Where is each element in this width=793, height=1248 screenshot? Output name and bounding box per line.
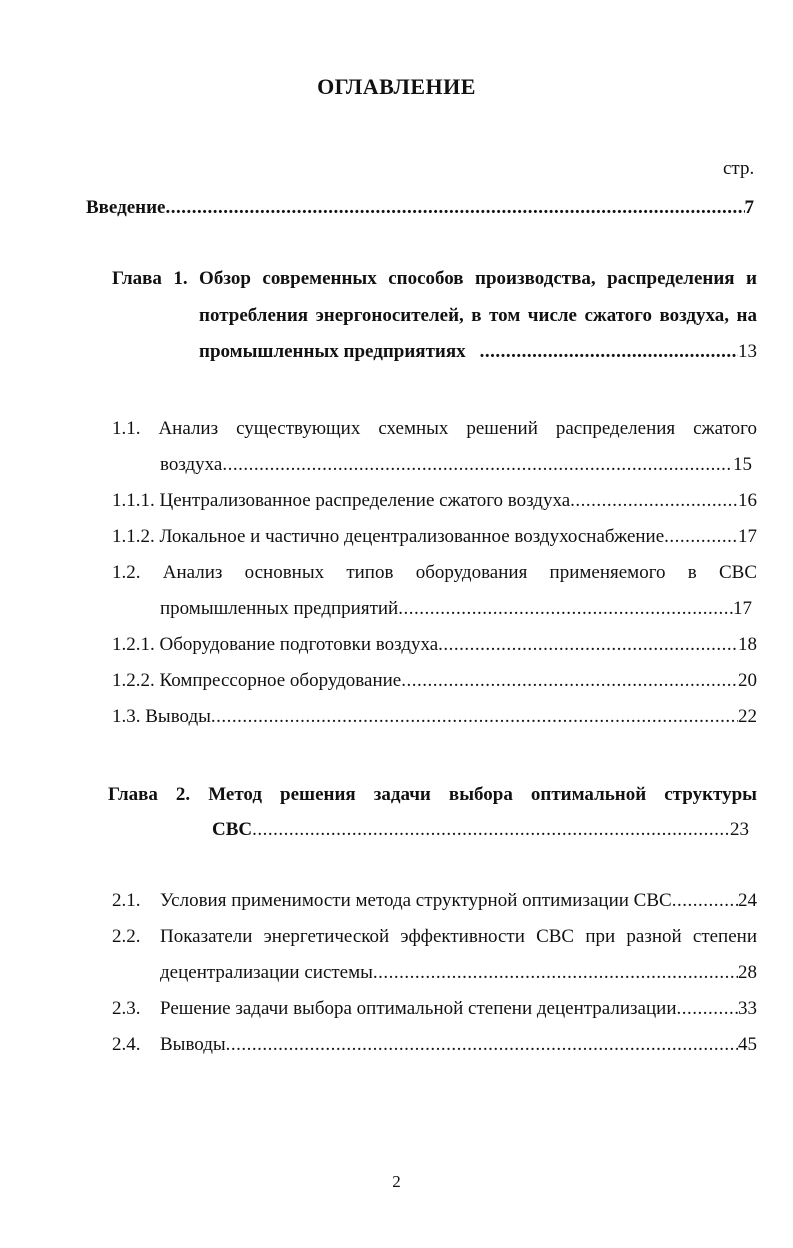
- toc-entry-intro: Введение ..... 7: [86, 197, 754, 219]
- toc-section-2-2-number: 2.2.: [112, 926, 141, 947]
- toc-chapter-2-line-2: СВС ..... 23: [212, 819, 749, 841]
- toc-chapter-1-line-1: Глава 1. Обзор современных способов производства, распределения и: [112, 268, 757, 289]
- toc-page-number: 33: [738, 998, 757, 1019]
- toc-section-2-3: Решение задачи выбора оптимальной степени децентрализации ..... 33: [160, 998, 757, 1020]
- toc-section-1-3: 1.3. Выводы ..... 22: [112, 706, 757, 728]
- toc-section-1-2-2: 1.2.2. Компрессорное оборудование ..... 20: [112, 670, 757, 692]
- toc-section-2-1-number: 2.1.: [112, 890, 141, 911]
- toc-section-1-2-line-2: промышленных предприятий ..... 17: [160, 598, 752, 620]
- toc-page-number: 20: [738, 670, 757, 691]
- toc-section-2-3-number: 2.3.: [112, 998, 141, 1019]
- toc-chapter-2-line-1: Глава 2. Метод решения задачи выбора оптимальной структуры: [108, 784, 757, 805]
- toc-page-number: 24: [738, 890, 757, 911]
- toc-page-number: 18: [738, 634, 757, 655]
- toc-section-1-1-line-1: 1.1. Анализ существующих схемных решений распределения сжатого: [112, 418, 757, 439]
- toc-page-number: 7: [744, 197, 754, 218]
- page-title: ОГЛАВЛЕНИЕ: [317, 74, 476, 99]
- page-column-label: стр.: [723, 158, 755, 179]
- toc-section-2-4-number: 2.4.: [112, 1034, 141, 1055]
- toc-page-number: 16: [738, 490, 757, 511]
- toc-section-1-1-1: 1.1.1. Централизованное распределение сжатого воздуха ..... 16: [112, 490, 757, 512]
- toc-page-number: 17: [738, 526, 757, 547]
- toc-page-number: 13: [738, 341, 757, 362]
- toc-section-1-1-line-2: воздуха ..... 15: [160, 454, 752, 476]
- toc-page-number: 45: [738, 1034, 757, 1055]
- toc-section-2-2-line-1: Показатели энергетической эффективности СВС при разной степени: [160, 926, 757, 947]
- toc-section-2-4: Выводы ..... 45: [160, 1034, 757, 1056]
- toc-section-1-2-line-1: 1.2. Анализ основных типов оборудования применяемого в СВС: [112, 562, 757, 583]
- toc-section-2-1: Условия применимости метода структурной оптимизации СВС ..... 24: [160, 890, 757, 912]
- toc-chapter-1-line-3: промышленных предприятиях ..... 13: [199, 341, 757, 363]
- toc-section-2-2-line-2: децентрализации системы ..... 28: [160, 962, 757, 984]
- page-number: 2: [392, 1172, 401, 1191]
- toc-section-1-2-1: 1.2.1. Оборудование подготовки воздуха ..... 18: [112, 634, 757, 656]
- toc-page-number: 15: [733, 454, 752, 475]
- toc-section-1-1-2: 1.1.2. Локальное и частично децентрализованное воздухоснабжение ..... 17: [112, 526, 757, 548]
- toc-page-number: 23: [730, 819, 749, 840]
- toc-page-number: 28: [738, 962, 757, 983]
- toc-page-number: 17: [733, 598, 752, 619]
- toc-chapter-1-line-2: потребления энергоносителей, в том числе сжатого воздуха, на: [199, 305, 757, 326]
- toc-page-number: 22: [738, 706, 757, 727]
